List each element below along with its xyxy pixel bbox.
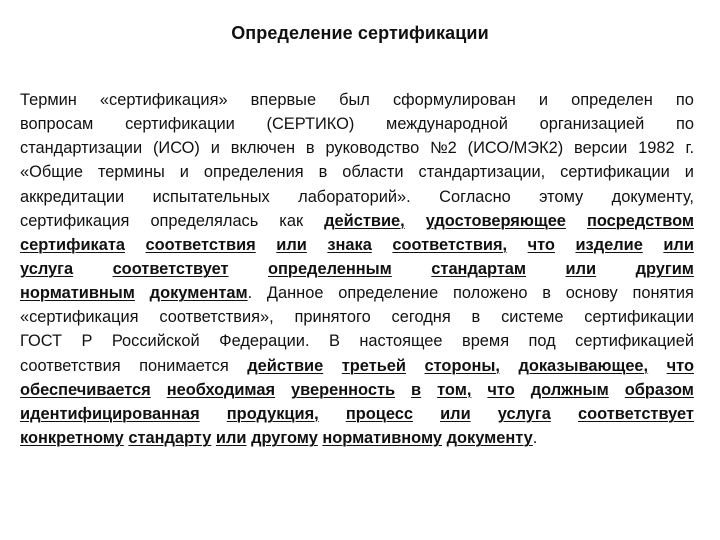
word: В	[328, 332, 340, 351]
underlined-term: посредством	[586, 211, 694, 230]
word: определялась	[150, 211, 259, 230]
word: Согласно	[439, 187, 511, 206]
word: под	[528, 332, 556, 351]
word-group	[267, 112, 355, 136]
word-group	[139, 354, 229, 378]
word: и	[538, 91, 549, 109]
underlined-term: продукция,	[226, 404, 319, 423]
underlined-term: услуга	[20, 259, 74, 278]
underlined-term: стандарту	[128, 428, 212, 447]
word: по	[676, 115, 694, 134]
word-group	[578, 402, 694, 426]
word-group	[100, 88, 228, 112]
word-group	[453, 281, 528, 305]
word-group	[339, 88, 370, 112]
word: сертификации	[560, 163, 670, 182]
word: лабораторий».	[298, 187, 411, 206]
word: настоящее	[359, 332, 443, 351]
word-group	[251, 88, 316, 112]
underlined-term: стороны,	[424, 356, 500, 375]
underlined-term: том,	[437, 380, 472, 399]
underlined-term: или	[663, 235, 694, 254]
word-group	[306, 136, 315, 160]
word: сегодня	[391, 308, 451, 327]
word-group	[540, 112, 645, 136]
word-group	[180, 160, 189, 184]
word-group	[251, 426, 322, 450]
word-group	[531, 378, 609, 402]
underlined-term: определенным	[268, 259, 392, 278]
word: понятия	[632, 284, 694, 303]
word-group	[20, 233, 125, 257]
word: 1982	[638, 139, 675, 158]
word-group	[216, 426, 251, 450]
word-group	[322, 426, 446, 450]
word-group	[487, 378, 514, 402]
underlined-term: услуга	[497, 404, 551, 423]
word: по	[675, 91, 694, 109]
word: соответствия»,	[159, 308, 274, 327]
word-group	[612, 185, 694, 209]
word: .	[247, 284, 253, 303]
word-group	[584, 305, 694, 329]
word-group	[539, 88, 548, 112]
underlined-term: должным	[530, 380, 609, 399]
word: положено	[452, 284, 528, 303]
word-group	[638, 136, 674, 160]
word-group	[267, 281, 324, 305]
word: включен	[230, 139, 296, 158]
word: сертификацией	[575, 332, 694, 351]
word-group	[319, 160, 328, 184]
word-group	[625, 378, 694, 402]
word-group	[153, 136, 200, 160]
paragraph-line	[20, 160, 694, 184]
word-group	[426, 209, 566, 233]
word: в	[305, 139, 315, 158]
word-group	[439, 185, 511, 209]
word: организацией	[539, 115, 645, 134]
word: сертификации	[125, 115, 235, 134]
word: в	[471, 308, 481, 327]
word: в	[542, 284, 551, 303]
word-group	[247, 354, 323, 378]
underlined-term: что	[666, 356, 694, 375]
word-group	[211, 136, 220, 160]
word-group	[425, 354, 500, 378]
word: версии	[574, 139, 628, 158]
word-group	[392, 305, 451, 329]
word: соответствия	[20, 356, 121, 375]
underlined-term: в	[411, 380, 422, 399]
word-group	[386, 112, 508, 136]
word-group	[440, 402, 471, 426]
word: руководство	[325, 139, 420, 158]
word: время	[461, 332, 510, 351]
word-group	[346, 402, 413, 426]
paragraph-line	[20, 281, 694, 305]
word-group	[20, 402, 200, 426]
word-group	[462, 329, 509, 353]
word-group	[227, 402, 319, 426]
word: принятого	[294, 308, 371, 327]
word-group	[575, 233, 642, 257]
word: основу	[565, 284, 618, 303]
word: и	[210, 139, 220, 158]
word-group	[20, 329, 62, 353]
word-group	[81, 329, 92, 353]
word: «сертификация	[20, 308, 139, 327]
word: «Общие	[20, 163, 84, 182]
word-group	[437, 378, 471, 402]
word-group	[20, 136, 142, 160]
word-group	[20, 281, 135, 305]
word-group	[587, 209, 694, 233]
word-group	[128, 426, 216, 450]
underlined-term: документу	[446, 428, 533, 447]
word-group	[20, 378, 151, 402]
word-group	[279, 209, 303, 233]
word: документу,	[611, 187, 694, 206]
word-group	[20, 160, 83, 184]
underlined-term: нормативному	[322, 428, 443, 447]
underlined-term: другим	[635, 259, 694, 278]
word-group	[342, 354, 406, 378]
word: определения	[203, 163, 304, 182]
word-group	[327, 233, 371, 257]
word-group	[539, 185, 583, 209]
underlined-term: соответствует	[112, 259, 229, 278]
word-group	[338, 281, 438, 305]
word: .	[532, 428, 538, 447]
word-group	[167, 378, 275, 402]
word: Российской	[111, 332, 200, 351]
word-group	[125, 112, 235, 136]
underlined-term: конкретному	[20, 428, 124, 447]
word-group	[153, 185, 270, 209]
paragraph-line	[20, 329, 694, 353]
word-group	[575, 329, 694, 353]
underlined-term: другому	[251, 428, 318, 447]
underlined-term: что	[527, 235, 555, 254]
word-group	[676, 112, 694, 136]
word-group	[20, 305, 139, 329]
underlined-term: соответствия,	[392, 235, 508, 254]
paragraph-line	[20, 88, 694, 112]
word: определен	[571, 91, 653, 109]
word: (ИСО/МЭК2)	[467, 139, 564, 158]
word-group	[431, 257, 526, 281]
word: сформулирован	[392, 91, 516, 109]
paragraph-line	[20, 354, 694, 378]
word-group	[298, 185, 411, 209]
word-group	[98, 160, 165, 184]
word-group	[325, 136, 419, 160]
underlined-term: или	[215, 428, 247, 447]
word-group	[518, 354, 648, 378]
underlined-term: знака	[327, 235, 372, 254]
word-group	[430, 136, 457, 160]
word: (ИСО)	[152, 139, 200, 158]
underlined-term: действие	[247, 356, 324, 375]
word: как	[279, 211, 304, 230]
word: понимается	[139, 356, 229, 375]
underlined-term: нормативным	[20, 284, 135, 303]
word-group	[542, 281, 551, 305]
word: стандартизации,	[418, 163, 546, 182]
word-group	[447, 426, 538, 450]
underlined-term: образом	[624, 380, 694, 399]
word-group	[20, 185, 124, 209]
word-group	[268, 257, 392, 281]
word-group	[20, 209, 129, 233]
underlined-term: третьей	[341, 356, 406, 375]
word: «сертификация»	[99, 91, 228, 109]
word-group	[276, 233, 307, 257]
word-group	[472, 305, 481, 329]
word: термины	[97, 163, 165, 182]
word-group	[329, 329, 340, 353]
word-group	[20, 112, 93, 136]
word-group	[419, 160, 546, 184]
word-group	[291, 378, 395, 402]
word-group	[146, 233, 256, 257]
underlined-term: соответствует	[577, 404, 694, 423]
word: сертификации	[584, 308, 694, 327]
word: впервые	[250, 91, 317, 109]
underlined-term: или	[276, 235, 307, 254]
underlined-term: действие,	[324, 211, 405, 230]
underlined-term: стандартам	[431, 259, 527, 278]
word-group	[574, 136, 627, 160]
word: вопросам	[20, 115, 94, 134]
word: был	[339, 91, 370, 109]
word: и	[684, 163, 694, 182]
word-group	[231, 136, 295, 160]
underlined-term: процесс	[345, 404, 413, 423]
slide-title: Определение сертификации	[231, 23, 489, 43]
word: №2	[430, 139, 457, 158]
definition-paragraph	[20, 88, 694, 450]
word-group	[566, 281, 618, 305]
word: международной	[386, 115, 508, 134]
word-group	[636, 257, 694, 281]
underlined-term: или	[440, 404, 471, 423]
word-group	[571, 88, 653, 112]
paragraph-line	[20, 257, 694, 281]
underlined-term: обеспечивается	[20, 380, 151, 399]
word-group	[359, 329, 442, 353]
word-group	[392, 233, 507, 257]
word: (СЕРТИКО)	[266, 115, 355, 134]
word: г.	[685, 139, 694, 158]
word: определение	[338, 284, 439, 303]
word-group	[667, 354, 694, 378]
paragraph-line	[20, 305, 694, 329]
word-group	[150, 209, 258, 233]
word-group	[498, 402, 551, 426]
underlined-term: сертификата	[20, 235, 126, 254]
word-group	[566, 257, 597, 281]
paragraph-line	[20, 185, 694, 209]
word: в	[318, 163, 328, 182]
word: аккредитации	[20, 187, 125, 206]
word: стандартизации	[20, 139, 143, 158]
word-group	[113, 257, 229, 281]
underlined-term: доказывающее,	[518, 356, 649, 375]
word: испытательных	[152, 187, 270, 206]
word: ГОСТ	[20, 332, 63, 351]
word: Р	[81, 332, 93, 351]
word-group	[20, 354, 121, 378]
paragraph-line	[20, 233, 694, 257]
word-group	[560, 160, 670, 184]
word-group	[411, 378, 421, 402]
paragraph-line	[20, 112, 694, 136]
word: Термин	[20, 91, 77, 109]
underlined-term: что	[487, 380, 515, 399]
word-group	[501, 305, 563, 329]
word: системе	[501, 308, 564, 327]
underlined-term: удостоверяющее	[425, 211, 566, 230]
underlined-term: соответствия	[145, 235, 256, 254]
word: Данное	[266, 284, 324, 303]
word-group	[219, 329, 309, 353]
underlined-term: документам	[149, 284, 248, 303]
word-group	[324, 209, 405, 233]
word-group	[342, 160, 403, 184]
paragraph-line	[20, 136, 694, 160]
word-group	[528, 233, 555, 257]
word-group	[204, 160, 304, 184]
word-group	[150, 281, 253, 305]
word-group	[529, 329, 556, 353]
word-group	[632, 281, 693, 305]
word: сертификация	[20, 211, 130, 230]
word: этому	[539, 187, 584, 206]
word-group	[159, 305, 273, 329]
word-group	[393, 88, 516, 112]
paragraph-line	[20, 378, 694, 402]
word: и	[179, 163, 189, 182]
underlined-term: необходимая	[166, 380, 276, 399]
word-group	[20, 88, 77, 112]
word-group	[685, 160, 694, 184]
word-group	[20, 257, 73, 281]
word-group	[294, 305, 370, 329]
word-group	[685, 136, 694, 160]
underlined-term: уверенность	[291, 380, 396, 399]
paragraph-line	[20, 426, 694, 450]
word-group	[663, 233, 694, 257]
word-group	[468, 136, 564, 160]
word-group	[676, 88, 694, 112]
word: области	[342, 163, 404, 182]
underlined-term: изделие	[575, 235, 643, 254]
word: Федерации.	[219, 332, 310, 351]
underlined-term: идентифицированная	[20, 404, 200, 423]
word-group	[20, 426, 128, 450]
word-group	[112, 329, 200, 353]
paragraph-line	[20, 209, 694, 233]
paragraph-line	[20, 402, 694, 426]
underlined-term: или	[565, 259, 597, 278]
